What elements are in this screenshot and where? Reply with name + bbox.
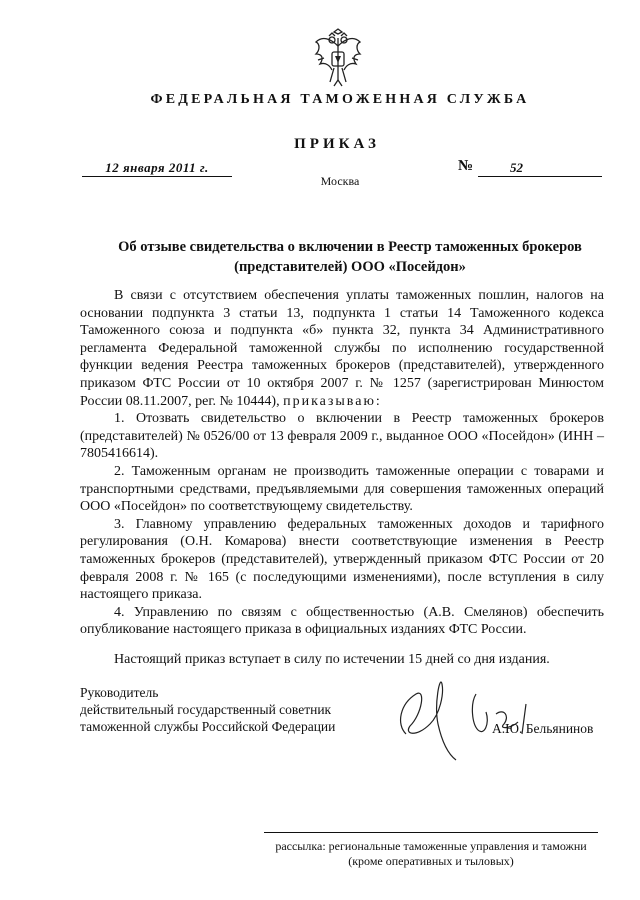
preamble-text: В связи с отсутствием обеспечения уплаты таможенных пошлин, налогов на основании подпункта 3 статьи 13, подпункта 1 статьи 14 Таможенного кодекса Таможенного союза и подпункта «б» пункта 32, пункта 34 Административного регламента Федеральной таможенной службы по исполнению государственной функции ведения Реестра таможенных брокеров (представителей), утвержденного приказом ФТС России от 10 октября 2007 г. № 1257 (зарегистрирован Минюстом России 08.11.2007, рег. № 10444), xyxy=(80,288,604,409)
signatory-position xyxy=(80,684,335,735)
order-item-3: 3. Главному управлению федеральных таможенных доходов и тарифного регулирования (О.Н. Комарова) внести соответствующие изменения в Реестр таможенных брокеров (представителей), утвержденный приказом ФТС России от 20 февраля 2008 г. № 165 (с последующими изменениями), после вступления в силу настоящего приказа. xyxy=(80,516,604,603)
handwritten-signature xyxy=(386,664,566,764)
order-number: 52 xyxy=(478,160,602,177)
order-body xyxy=(80,287,604,639)
order-item-2: 2. Таможенным органам не производить таможенные операции с товарами и транспортными средствами, предъявляемыми для совершения таможенных операций ООО «Посейдон» по соответствующему свидетельству. xyxy=(80,463,604,515)
signatory-role-line-3: таможенной службы Российской Федерации xyxy=(80,719,336,734)
signatory-role-line-1: Руководитель xyxy=(80,685,159,700)
agency-name: ФЕДЕРАЛЬНАЯ ТАМОЖЕННАЯ СЛУЖБА xyxy=(150,92,530,107)
city: Москва xyxy=(320,174,360,188)
double-headed-eagle-icon xyxy=(312,28,364,88)
order-title xyxy=(80,237,620,277)
number-sign: № xyxy=(458,158,474,174)
document-type: ПРИКАЗ xyxy=(294,136,380,152)
title-line-2: (представителей) ООО «Посейдон» xyxy=(234,259,466,275)
order-item-1: 1. Отозвать свидетельство о включении в Реестр таможенных брокеров (представителей) № 0526/00 от 13 февраля 2009 г., выданное ООО «Посейдон» (ИНН – 7805416614). xyxy=(80,411,604,462)
signatory-role-line-2: действительный государственный советник xyxy=(80,702,332,717)
signatory-name: А.Ю. Бельянинов xyxy=(492,721,594,736)
preamble-paragraph: В связи с отсутствием обеспечения уплаты таможенных пошлин, налогов на основании подпункта 3 статьи 13, подпункта 1 статьи 14 Таможенного кодекса Таможенного союза и подпункта «б» пункта 32, пункта 34 Административного регламента Федеральной таможенной службы по исполнению государственной функции ведения Реестра таможенных брокеров (представителей), утвержденного приказом ФТС России от 10 октября 2007 г. № 1257 (зарегистрирован Минюстом России 08.11.2007, рег. № 10444), приказываю: xyxy=(80,288,604,409)
distribution-line-2: (кроме оперативных и тыловых) xyxy=(348,854,514,868)
distribution-list xyxy=(264,839,598,869)
distribution-divider xyxy=(264,832,598,833)
title-line-1: Об отзыве свидетельства о включении в Реестр таможенных брокеров xyxy=(118,239,582,255)
distribution-line-1: рассылка: региональные таможенные управления и таможни xyxy=(275,839,587,853)
effective-date-statement: Настоящий приказ вступает в силу по истечении 15 дней со дня издания. xyxy=(114,652,550,667)
order-item-4: 4. Управлению по связям с общественностью (А.В. Смелянов) обеспечить опубликование настоящего приказа в официальных изданиях ФТС России. xyxy=(80,604,604,638)
order-word: приказываю xyxy=(283,393,376,409)
order-date: 12 января 2011 г. xyxy=(82,160,232,177)
